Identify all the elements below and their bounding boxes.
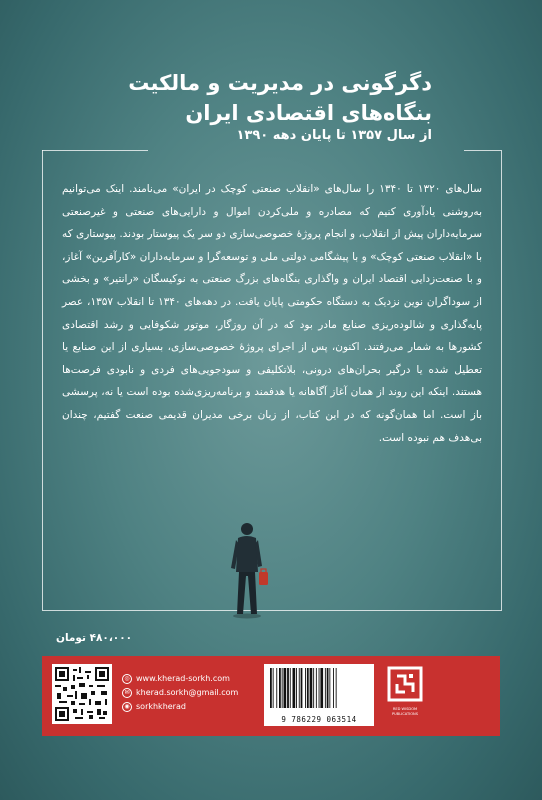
barcode-bar xyxy=(276,668,277,708)
qr-code-pattern xyxy=(55,667,109,721)
publisher-caption: RED WISDOM PUBLICATIONS xyxy=(391,707,419,716)
barcode-bar xyxy=(290,668,291,708)
instagram-text: sorkhkherad xyxy=(136,702,186,711)
barcode-bar xyxy=(301,668,303,708)
publisher-logo xyxy=(385,664,425,704)
globe-icon: ◎ xyxy=(122,674,132,684)
barcode-bar xyxy=(336,668,337,708)
barcode-bar xyxy=(282,668,283,708)
barcode-bars xyxy=(264,664,374,714)
barcode-bar xyxy=(279,668,281,708)
barcode-bar xyxy=(273,668,274,708)
barcode-bar xyxy=(305,668,306,708)
barcode-bar xyxy=(333,668,334,708)
mail-icon: ✉ xyxy=(122,688,132,698)
walking-businessman-illustration xyxy=(222,520,272,620)
barcode-bar xyxy=(299,668,300,708)
email-row[interactable] xyxy=(122,686,238,700)
book-title xyxy=(72,68,432,128)
website-row[interactable] xyxy=(122,672,238,686)
book-subtitle: از سال ۱۳۵۷ تا پایان دهه ۱۳۹۰ xyxy=(236,128,432,143)
barcode-number: 9 786229 063514 xyxy=(281,715,357,724)
frame-top-left-rule xyxy=(42,150,148,151)
email-text: kherad.sorkh@gmail.com xyxy=(136,688,239,697)
barcode-bar xyxy=(327,668,329,708)
barcode-bar xyxy=(310,668,313,708)
price-label: ۴۸۰،۰۰۰ تومان xyxy=(56,632,133,644)
contact-info xyxy=(122,672,238,714)
barcode-bar xyxy=(284,668,287,708)
barcode-bar xyxy=(270,668,272,708)
barcode-bar xyxy=(320,668,323,708)
instagram-icon: ◉ xyxy=(122,702,132,712)
title-line-1: دگرگونی در مدیریت و مالکیت xyxy=(128,71,432,95)
barcode-bar xyxy=(313,668,314,708)
title-line-2: بنگاه‌های اقتصادی ایران xyxy=(185,101,432,125)
blurb-text: سال‌های ۱۳۲۰ تا ۱۳۴۰ را سال‌های «انقلاب صنعتی کوچک در ایران» می‌نامند. اینک می‌توانیم به‌روشنی یادآوری کنیم که مصادره و ملی‌کردن اموال و دارایی‌های صنعتی و غیرصنعتی سرمایه‌داران پیش از انقلاب، و انجام پروژهٔ خصوصی‌سازی دو سر یک پیوستار بودند. پیوستاری که با «انقلاب صنعتی کوچک» و با پیشگامی دولتی ملی و توسعه‌گرا و سرمایه‌داران «کارآفرین» آغاز، و با صنعت‌زدایی اقتصاد ایران و واگذاری بنگاه‌های بزرگ صنعتی به نوکیسگان «رانتیر» و بخشی از سوداگران نوین نزدیک به دستگاه حکومتی پایان یافت. در دهه‌های ۱۳۴۰ تا انقلاب ۱۳۵۷، عصر پایه‌گذاری و شالوده‌ریزی صنایع مادر بود که در آن روزگار، موتور شکوفایی و رشد اقتصادی کشورها به شمار می‌رفتند. اکنون، پس از اجرای پروژهٔ خصوصی‌سازی، بسیاری از این صنایع یا تعطیل شده یا درگیر بحران‌های درونی، بلاتکلیفی و سودجویی‌های فردی و نابودی فرصت‌ها هستند. اینکه این روند از همان آغاز آگاهانه یا هدفمند و برنامه‌ریزی‌شده بوده است یا نه، پرسشی باز است. اما همان‌گونه که در این کتاب، از زبان برخی مدیران قدیمی صنعت گفتیم، چندان بی‌هدف هم نبوده است. xyxy=(62,183,483,444)
barcode xyxy=(264,664,374,726)
website-text: www.kherad-sorkh.com xyxy=(136,674,230,683)
barcode-bar xyxy=(293,668,296,708)
instagram-row[interactable] xyxy=(122,700,238,714)
barcode-bar xyxy=(319,668,320,708)
barcode-bar xyxy=(296,668,297,708)
barcode-bar xyxy=(316,668,317,708)
barcode-bar xyxy=(307,668,309,708)
barcode-bar xyxy=(329,668,330,708)
frame-top-right-rule xyxy=(464,150,501,151)
barcode-bar xyxy=(325,668,326,708)
barcode-bar xyxy=(287,668,289,708)
qr-code xyxy=(52,664,112,724)
